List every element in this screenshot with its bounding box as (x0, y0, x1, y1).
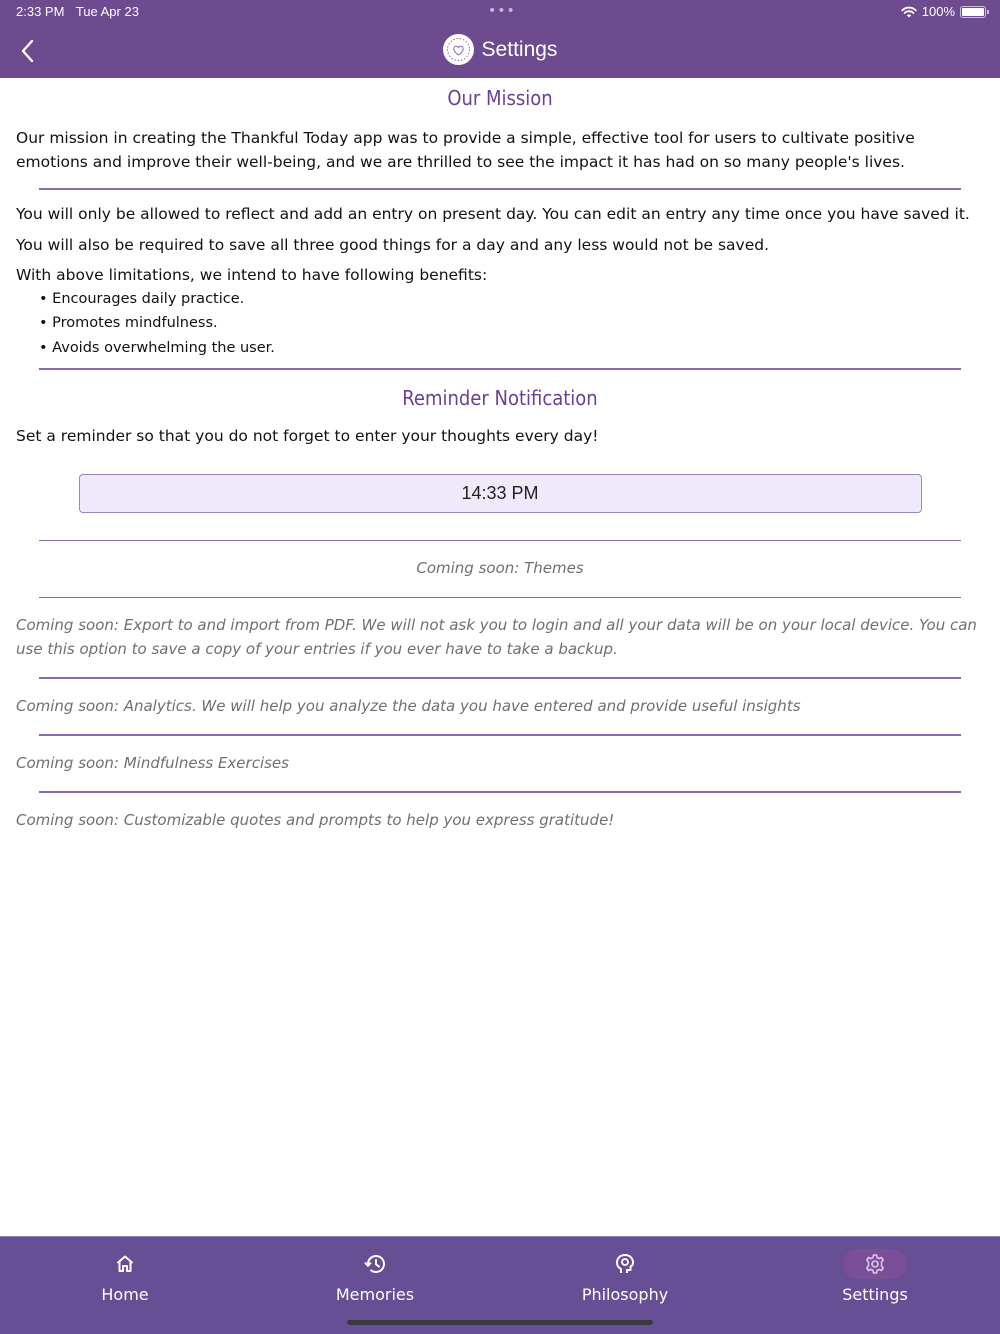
divider (39, 188, 961, 190)
divider (39, 734, 961, 736)
divider (39, 677, 961, 679)
coming-soon-mindfulness: Coming soon: Mindfulness Exercises (16, 753, 289, 772)
status-bar-left (16, 4, 147, 19)
coming-soon-pdf: Coming soon: Export to and import from PDF. We will not ask you to login and all your data will be on your local device. You can use this option to save a copy of your entries if you ever have to take a backup. (16, 616, 977, 658)
reminder-time-picker[interactable]: 14:33 PM (79, 474, 922, 513)
head-idea-icon (593, 1249, 657, 1279)
nav-title (0, 34, 1000, 65)
status-bar-right (901, 4, 986, 19)
tab-label: Memories (335, 1285, 415, 1304)
tab-label: Home (101, 1285, 149, 1304)
coming-soon-themes: Coming soon: Themes (416, 559, 584, 577)
tab-memories[interactable] (250, 1237, 500, 1317)
divider (39, 540, 961, 542)
coming-soon-quotes: Coming soon: Customizable quotes and prompts to help you express gratitude! (16, 810, 615, 829)
home-icon (93, 1249, 157, 1279)
wifi-icon (901, 6, 917, 18)
history-icon (343, 1249, 407, 1279)
benefit-item: • Encourages daily practice. (39, 290, 245, 307)
settings-content (0, 78, 1000, 832)
benefit-item: • Promotes mindfulness. (39, 315, 218, 331)
benefits-intro: With above limitations, we intend to have following benefits: (16, 265, 488, 284)
page-title: Settings (481, 37, 558, 61)
reminder-text: Set a reminder so that you do not forget to enter your thoughts every day! (16, 426, 599, 445)
benefits-list (39, 287, 984, 361)
gear-icon (843, 1249, 907, 1279)
tab-philosophy[interactable] (500, 1237, 750, 1317)
divider (39, 791, 961, 793)
multitasking-dots[interactable]: ••• (488, 3, 516, 19)
mission-title: Our Mission (447, 86, 553, 110)
status-date: Tue Apr 23 (75, 4, 139, 19)
top-bar (0, 0, 1000, 78)
rule-three-things: You will also be required to save all three good things for a day and any less would not be saved. (16, 235, 769, 254)
reminder-title: Reminder Notification (402, 385, 598, 410)
battery-percent: 100% (921, 4, 955, 19)
divider (39, 368, 961, 370)
tab-settings[interactable] (750, 1237, 1000, 1317)
status-time: 2:33 PM (16, 4, 65, 19)
tab-home[interactable] (0, 1237, 250, 1317)
tab-label: Philosophy (581, 1285, 669, 1304)
divider (39, 597, 961, 599)
home-indicator[interactable] (347, 1320, 653, 1325)
app-logo-icon (443, 34, 474, 65)
benefit-item: • Avoids overwhelming the user. (39, 339, 275, 356)
mission-text: Our mission in creating the Thankful Today app was to provide a simple, effective tool for users to cultivate positive emotions and improve their well-being, and we are thrilled to see the impact it has had on so many people's lives. (16, 129, 915, 171)
coming-soon-analytics: Coming soon: Analytics. We will help you analyze the data you have entered and provide useful insights (16, 696, 801, 715)
rule-present-day: You will only be allowed to reflect and add an entry on present day. You can edit an entry any time once you have saved it. (16, 204, 970, 223)
tab-label: Settings (842, 1285, 908, 1304)
battery-icon (960, 6, 986, 18)
